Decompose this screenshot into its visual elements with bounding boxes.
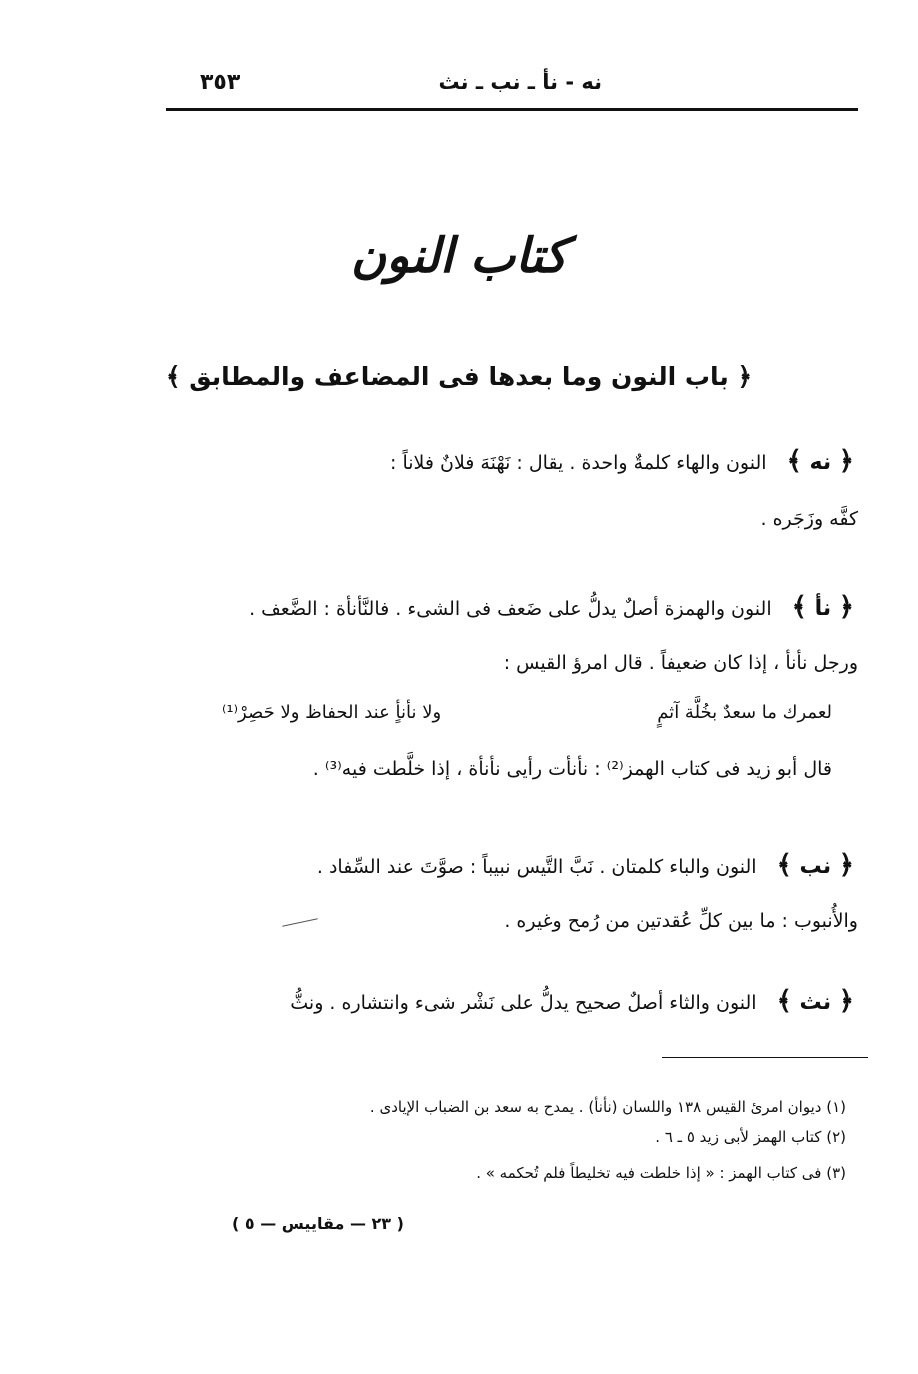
- entry-nb-line2: والأُنبوب : ما بين كلِّ عُقدتين من رُمح وغيره .: [504, 910, 858, 932]
- entry-nh-line1: [60, 446, 858, 476]
- footnote-1: (١) ديوان امرئ القيس ١٣٨ واللسان (نأنأ) . يمدح به سعد بن الضباب الإيادى .: [369, 1098, 846, 1116]
- root-heading-nth: ﴿ نث ﴾: [776, 986, 854, 1016]
- signature-mark: ( ٢٣ — مقاييس — ٥ ): [232, 1214, 404, 1233]
- running-title: نه - نأ ـ نب ـ نث: [438, 70, 602, 94]
- entry-nth-line1: [60, 986, 858, 1016]
- verse-second-hemistich: ولا نأنأٍ عند الحفاظ ولا حَصِرْ⁽¹⁾: [222, 702, 442, 723]
- entry-na-line3: قال أبو زيد فى كتاب الهمز⁽²⁾ : نأنأت رأيى نأنأة ، إذا خلَّطت فيه⁽³⁾ .: [312, 758, 832, 780]
- verse-first-hemistich: لعمرك ما سعدٌ بخُلَّة آثمٍ: [657, 702, 832, 723]
- entry-text: النون والهمزة أصلٌ يدلُّ على ضَعف فى الشىء . فالنَّأنأة : الضَّعف .: [249, 598, 772, 620]
- page-number: ٣٥٣: [200, 70, 241, 95]
- entry-text: النون والباء كلمتان . نَبَّ التَّيس نبيباً : صوَّتَ عند السِّفاد .: [316, 856, 757, 878]
- entry-na-line2: ورجل نأنأ ، إذا كان ضعيفاً . قال امرؤ القيس :: [503, 652, 858, 674]
- entry-na-line1: [60, 592, 858, 622]
- footnote-3: (٣) فى كتاب الهمز : « إذا خلطت فيه تخليطاً فلم تُحكمه » .: [476, 1164, 846, 1182]
- entry-nh-line2: كفَّه وزَجَره .: [760, 508, 858, 530]
- root-heading-nh: ﴿ نه ﴾: [786, 446, 854, 476]
- entry-text: النون والثاء أصلٌ صحيح يدلُّ على نَشْر شىء وانتشاره . ونثُّ: [290, 992, 757, 1014]
- running-header: [166, 62, 858, 111]
- entry-text: النون والهاء كلمةٌ واحدة . يقال : نَهْنَهَ فلانٌ فلاناً :: [390, 452, 767, 474]
- root-heading-nb: ﴿ نب ﴾: [776, 850, 854, 880]
- footnote-rule: [662, 1057, 868, 1058]
- book-title: كتاب النون: [350, 228, 568, 284]
- root-heading-na: ﴿ نأ ﴾: [791, 592, 854, 622]
- chapter-title: ﴿ باب النون وما بعدها فى المضاعف والمطابق ﴾: [165, 362, 753, 391]
- entry-nb-line1: [60, 850, 858, 880]
- footnote-2: (٢) كتاب الهمز لأبى زيد ٥ ـ ٦ .: [655, 1128, 846, 1146]
